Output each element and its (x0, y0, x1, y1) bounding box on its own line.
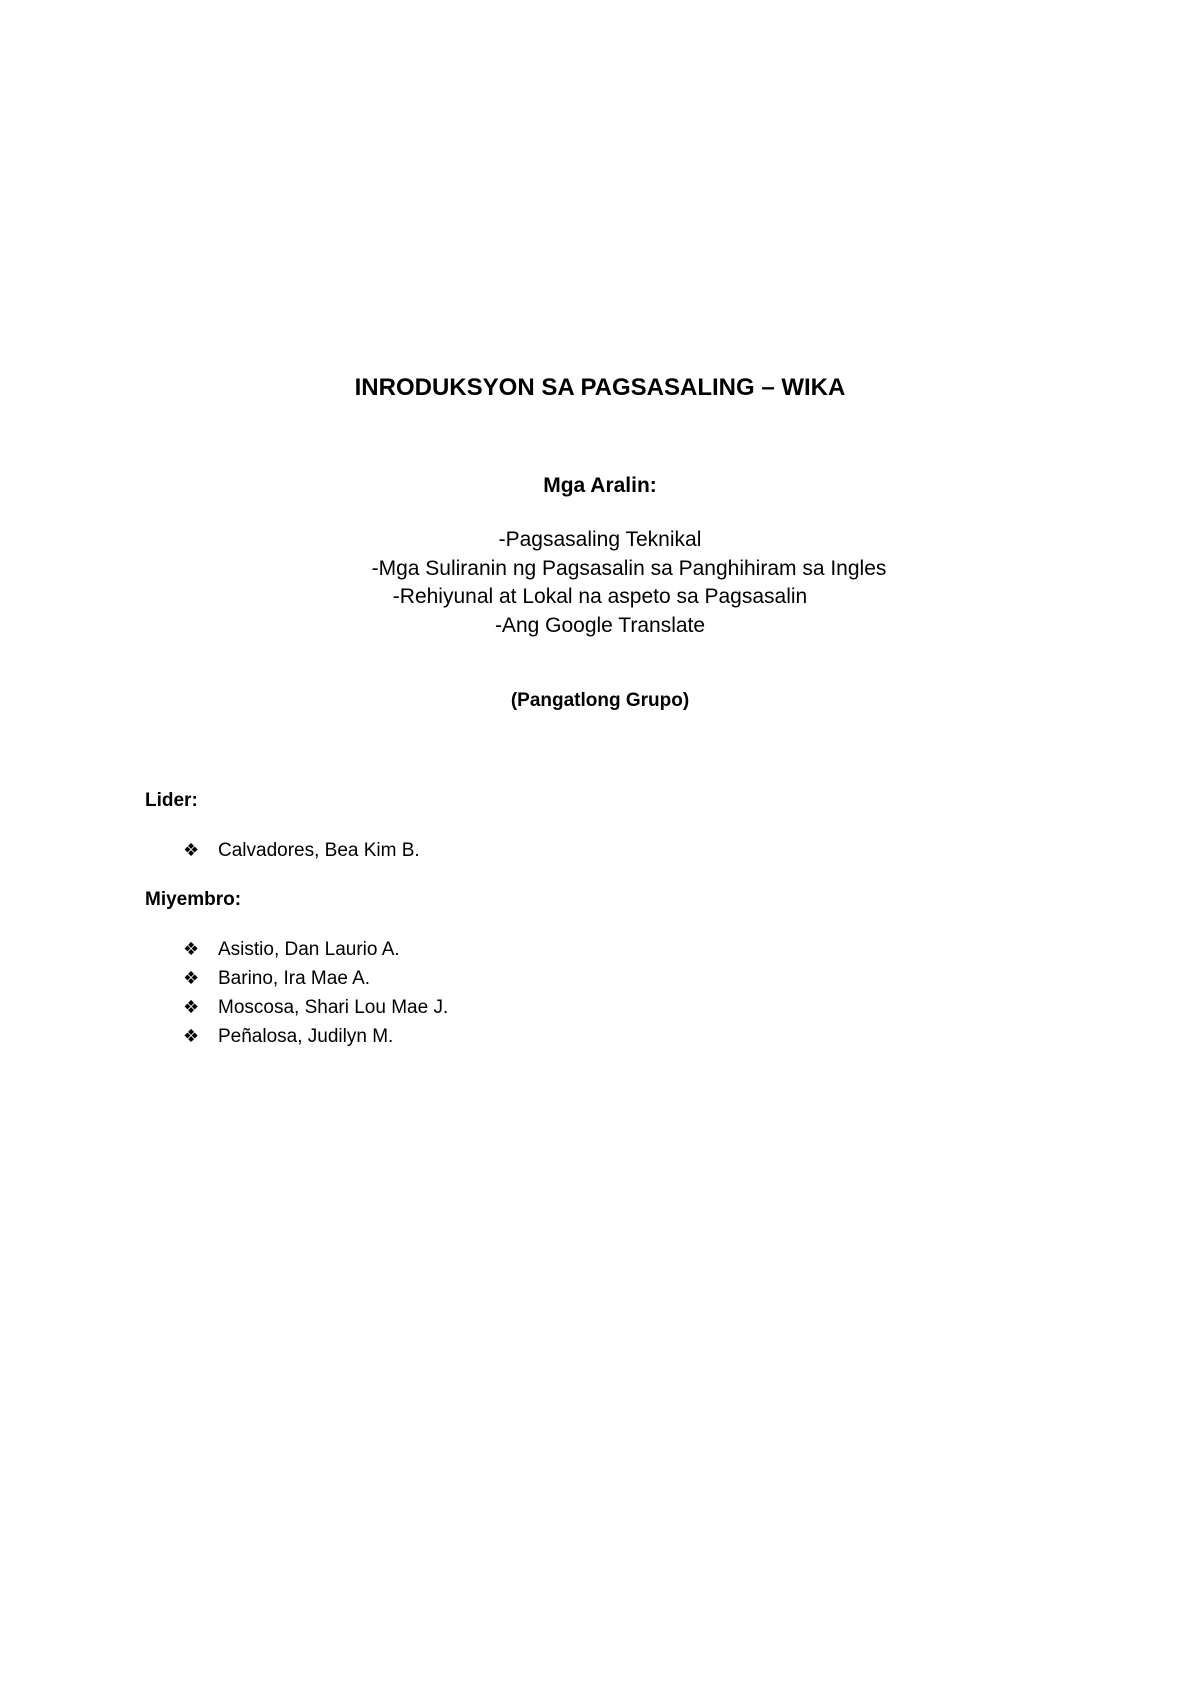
member-name: Asistio, Dan Laurio A. (218, 939, 400, 960)
four-diamond-bullet-icon: ❖ (183, 939, 200, 960)
member-name: Peñalosa, Judilyn M. (218, 1026, 394, 1047)
member-name: Moscosa, Shari Lou Mae J. (218, 997, 449, 1018)
list-item (183, 964, 448, 993)
list-item (183, 1022, 448, 1051)
four-diamond-bullet-icon: ❖ (183, 997, 200, 1018)
list-item (183, 993, 448, 1022)
lessons-heading: Mga Aralin: (543, 474, 657, 497)
member-name: Barino, Ira Mae A. (218, 968, 371, 989)
members-label: Miyembro: (145, 889, 242, 910)
four-diamond-bullet-icon: ❖ (183, 1026, 200, 1047)
four-diamond-bullet-icon: ❖ (183, 840, 200, 861)
lesson-item: -Ang Google Translate (494, 613, 706, 637)
list-item (183, 935, 448, 964)
leader-list (183, 836, 420, 865)
lesson-item: -Rehiyunal at Lokal na aspeto sa Pagsasalin (392, 585, 808, 608)
members-list (183, 935, 448, 1051)
lessons-list (0, 526, 1200, 640)
lesson-item: -Mga Suliranin ng Pagsasalin sa Panghihiram sa Ingles (371, 556, 887, 580)
four-diamond-bullet-icon: ❖ (183, 968, 200, 989)
document-title: INRODUKSYON SA PAGSASALING – WIKA (354, 374, 846, 401)
group-label: (Pangatlong Grupo) (510, 690, 690, 711)
leader-name: Calvadores, Bea Kim B. (218, 840, 420, 861)
leader-label: Lider: (145, 790, 198, 811)
lesson-item: -Pagsasaling Teknikal (498, 528, 702, 551)
list-item (183, 836, 420, 865)
